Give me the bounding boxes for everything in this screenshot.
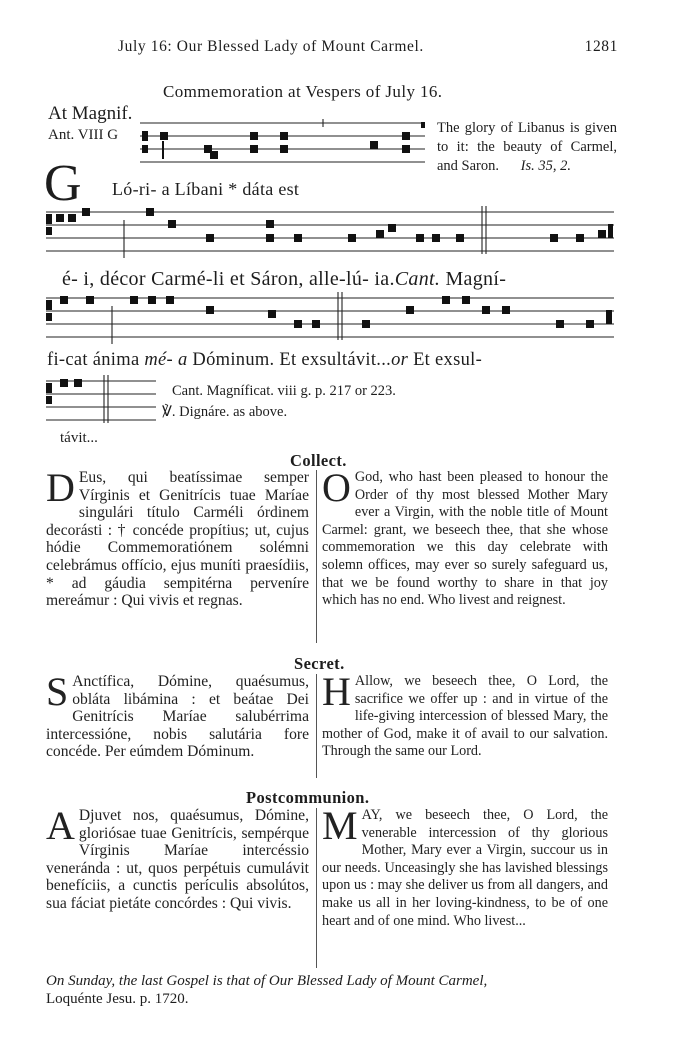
postcommunion-latin <box>46 803 309 913</box>
secret-english-text: Allow, we beseech thee, O Lord, the sacrifice we offer up : and in virtue of the life-giving intercession of blessed Mary, the mother of God, make it of avail to our salvation. Through the same our Lord. <box>322 673 608 760</box>
collect-latin <box>46 465 309 610</box>
antiphon-gloss-reference: Is. 35, 2. <box>520 158 571 174</box>
postcommunion-english-text: AY, we beseech thee, O Lord, the venerable intercession of thy glorious Mother, Mary ever a Virgin, succour us in our needs. Unceasingly she has lavished blessings upon us : may she deliver us from all dangers, and make us all in her loving-kindness, to be of one heart and of one mind. Who livest... <box>322 807 608 929</box>
rubric-note-reference: Loquénte Jesu. p. 1720. <box>46 991 189 1007</box>
chant-staff-3 <box>46 292 616 344</box>
running-head <box>118 38 618 56</box>
postcommunion-english-initial: M <box>322 803 358 848</box>
rubric-note <box>46 972 631 1008</box>
collect-english-text: God, who hast been pleased to honour the Order of thy most blessed Mother Mary ever a Virgin, with the noble title of Mount Carmel: grant, we beseech thee, that she whose commemoration we this day celebrate with solemn offices, may ever so surely safeguard us, that we be found worthy to share in that joy which has no end. Who livest and reignest. <box>322 469 608 609</box>
antiphon-initial: G <box>44 155 82 212</box>
antiphon-lyric-line-2 <box>62 268 506 291</box>
antiphon-gloss <box>437 119 617 176</box>
magnificat-ending: távit... <box>60 430 98 446</box>
secret-latin-initial: S <box>46 669 69 714</box>
running-head-title: July 16: Our Blessed Lady of Mount Carmel. <box>118 38 424 55</box>
magnificat-reference: Cant. Magníficat. viii g. p. 217 or 223. <box>172 383 396 399</box>
secret-column-divider <box>316 674 317 778</box>
collect-latin-initial: D <box>46 465 75 510</box>
magnificat-text-4: Et exsul- <box>408 350 483 370</box>
secret-heading: Secret. <box>294 654 345 673</box>
antiphon-gloss-text: The glory of Libanus is given to it: the beauty of Carmel, and Saron. <box>437 120 617 174</box>
page-number: 1281 <box>584 38 618 55</box>
antiphon-lyric-line-2-text: é- i, décor Carmé-li et Sáron, alle-lú- ia. <box>62 268 395 290</box>
antiphon-lyric-line-3 <box>47 350 482 371</box>
antiphon-mode-label: Ant. VIII G <box>48 127 119 143</box>
antiphon-lyric-line-1: Ló-ri- a Líbani * dáta est <box>112 179 300 199</box>
magnificat-text-1: fi-cat ánima <box>47 350 145 370</box>
versicle-reference: ℣. Dignáre. as above. <box>162 404 288 420</box>
antiphon-magnificat-incipit: Magní- <box>440 268 507 290</box>
postcommunion-latin-initial: A <box>46 803 75 848</box>
antiphon-heading: At Magnif. <box>48 103 133 124</box>
secret-latin-text: Anctífica, Dómine, quaésumus, obláta libámina : et beátae Dei Genitrícis Maríae salubérrima intercessióne, nobis salutária fore concéde. Per eúmdem Dóminum. <box>46 673 309 761</box>
collect-heading: Collect. <box>290 451 347 470</box>
collect-latin-text: Eus, qui beatíssimae semper Vírginis et Genitrícis tuae Maríae singulári título Carméli órdinem decorásti : † concéde propítius; ut, cujus hódie Commemoratiónem solémni celebrámus offício, ejus muníti praesídiis, * ad gáudia sempitérna perveníre mereámur : Qui vivis et regnas. <box>46 469 309 610</box>
rubric-note-italic: On Sunday, the last Gospel is that of Our Blessed Lady of Mount Carmel, <box>46 973 488 989</box>
postcommunion-latin-text: Djuvet nos, quaésumus, Dómine, gloriósae tuae Genitrícis, sempérque Vírginis Maríae intercéssio veneránda : ut, quos perpétuis cumulávit benefíciis, a cunctis perículis absolútos, sua fáciat pietáte concórdes : Qui vivis. <box>46 807 309 912</box>
postcommunion-heading: Postcommunion. <box>246 788 370 807</box>
chant-staff-2 <box>46 206 616 258</box>
postcommunion-column-divider <box>316 808 317 968</box>
postcommunion-english <box>322 803 608 930</box>
magnificat-or: or <box>391 350 409 370</box>
magnificat-text-3: Dóminum. Et exsultávit... <box>187 350 392 370</box>
secret-english-initial: H <box>322 669 351 714</box>
collect-column-divider <box>316 470 317 643</box>
commemoration-title: Commemoration at Vespers of July 16. <box>163 82 443 101</box>
secret-english <box>322 669 608 761</box>
antiphon-cant-cue: Cant. <box>394 268 441 290</box>
chant-staff-1 <box>140 119 430 171</box>
collect-english <box>322 465 608 610</box>
secret-latin <box>46 669 309 761</box>
chant-staff-4 <box>46 375 156 425</box>
collect-english-initial: O <box>322 465 351 510</box>
magnificat-text-2: mé- a <box>144 350 188 370</box>
